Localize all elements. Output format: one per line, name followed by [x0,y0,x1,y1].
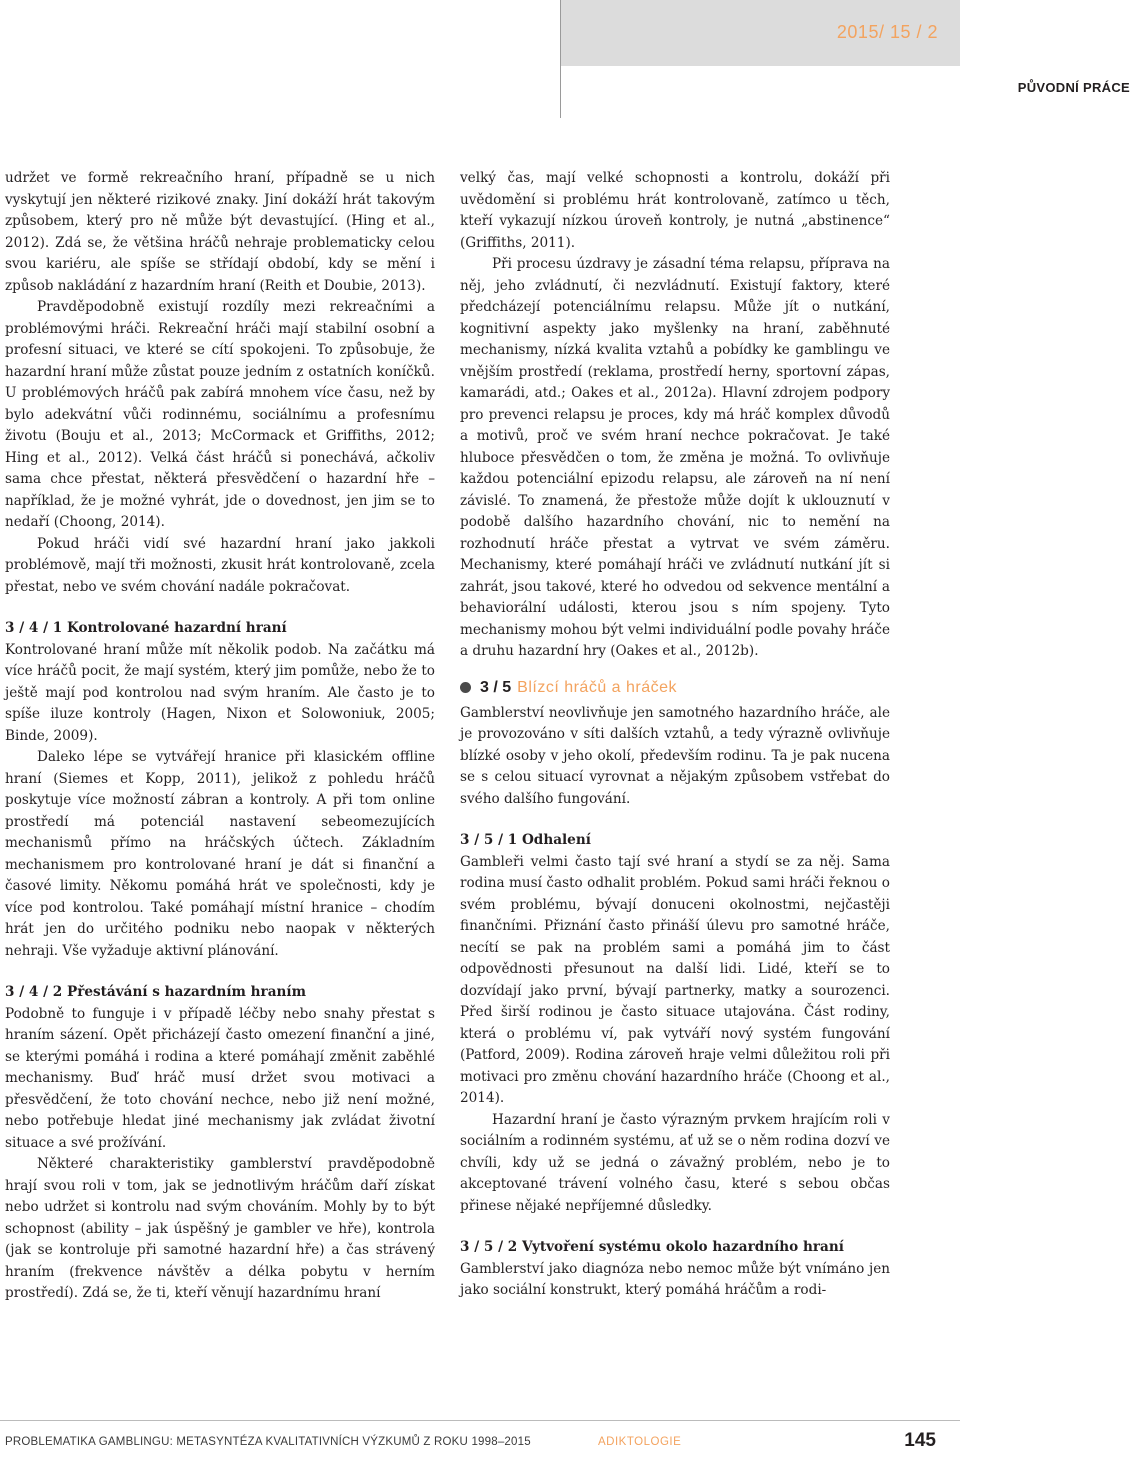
paragraph: Při procesu úzdravy je zásadní téma relapsu, příprava na něj, jeho zvládnutí, či nezvládnutí. Existují faktory, které předcházejí potenciálnímu relapsu. Může jít o nutkání, kognitivní aspekty jako myšlenky na hraní, zaběhnuté mechanismy, nízká kvalita vztahů a pobídky ke gamblingu ve vnějším prostředí (reklama, prostředí herny, sportovní zápas, kamarádi, atd.; Oakes et al., 2012a). Hlavní zdrojem podpory pro prevenci relapsu je proces, kdy má hráč komplex důvodů a motivů, proč ve svém hraní nechce pokračovat. Je také hluboce přesvědčen o tom, že změna je možná. To ovlivňuje každou potenciální epizodu relapsu, ale zároveň na ní není závislé. To znamená, že přestože může dojít k uklouznutí v podobě dalšího hazardního chování, nic to nemění na rozhodnutí hráče přestat a vytrvat ve svém záměru. Mechanismy, které pomáhají hráči ve zvládnutí nutkání jít si zahrát, jsou takové, které ho odvedou od sekvence mentální a behaviorální události, kterou jsou s ním spojeny. Tyto mechanismy mohou být velmi individuální podle povahy hráče a druhu hazardní hry (Oakes et al., 2012b). [460,256,890,659]
journal-name: ADIKTOLOGIE [598,1436,682,1448]
paragraph: Gamblerství neovlivňuje jen samotného hazardního hráče, ale je provozováno v síti dalších vztahů, a tedy výrazně ovlivňuje blízké osoby v jeho okolí, především rodinu. Ta je pak nucena se s celou situací vyrovnat a nějakým způsobem vstřebat do svého dalšího fungování. [460,704,890,807]
header-divider [560,0,561,118]
subsection-heading: 3 / 4 / 2 Přestávání s hazardním hraním [5,984,306,1000]
paragraph: Kontrolované hraní může mít několik podob. Na začátku má více hráčů pocit, že mají systém, který jim pomůže, nebo že to ještě mají pod kontrolou nad svým hraním. Ale často je to spíše iluze kontroly (Hagen, Nixon et Solowoniuk, 2005; Binde, 2009). [5,641,435,744]
paragraph: Pravděpodobně existují rozdíly mezi rekreačními a problémovými hráči. Rekreační hráči mají stabilní osobní a profesní situaci, ve které se cítí spokojeni. To způsobuje, že hazardní hraní může zůstat pouze jedním z ostatních koníčků. U problémových hráčů pak zabírá mnohem více času, než by bylo adekvátní vůči rodinnému, sociálnímu a profesnímu životu (Bouju et al., 2013; McCormack et Griffiths, 2012; Hing et al., 2012). Velká část hráčů si ponechává, ačkoliv sama chce přestat, některá přesvědčení o hazardní hře – například, že je možné vyhrát, jde o dovednost, jen jim se to nedaří (Choong, 2014). [5,299,435,530]
subsection-heading: 3 / 5 / 2 Vytvoření systému okolo hazardního hraní [460,1239,844,1255]
paragraph: Pokud hráči vidí své hazardní hraní jako jakkoli problémově, mají tři možnosti, zkusit hrát kontrolovaně, zcela přestat, nebo ve svém chování nadále pokračovat. [5,535,435,595]
paragraph: Gamblerství jako diagnóza nebo nemoc může být vnímáno jen jako sociální konstrukt, který pomáhá hráčům a rodi- [460,1260,890,1298]
subsection-heading: 3 / 4 / 1 Kontrolované hazardní hraní [5,620,287,636]
left-column [5,168,435,1305]
section-title: Blízcí hráčů a hráček [517,678,678,696]
right-column [460,168,890,1302]
issue-number: 2015/ 15 / 2 [836,22,938,42]
paragraph: Gambleři velmi často tají své hraní a stydí se za něj. Sama rodina musí často odhalit problém. Pokud sami hráči řeknou o svém problému, bývají donuceni okolnostmi, nejčastěji finančními. Přiznání často přináší úlevu pro samotné hráče, necítí se pak na problém sami a pomáhá jim to část odpovědnosti přesunout na další lidi. Lidé, kteří se to dozvídají jako první, bývají partnerky, matky a sourozenci. Před širší rodinou je často situace utajována. Část rodiny, která o problému ví, pak vytváří nový systém fungování (Patford, 2009). Rodina zároveň hraje velmi důležitou roli při motivaci pro změnu chování hazardního hráče (Choong et al., 2014). [460,853,890,1106]
paragraph: Hazardní hraní je často výrazným prvkem hrajícím roli v sociálním a rodinném systému, ať už se o něm rodina dozví ve chvíli, kdy už se jedná o závažný problém, nebo je to akceptované trávení volného času, které s sebou občas přinese nějaké nepříjemné důsledky. [460,1111,890,1214]
running-title: PROBLEMATIKA GAMBLINGU: METASYNTÉZA KVALITATIVNÍCH VÝZKUMŮ Z ROKU 1998–2015 [5,1436,531,1448]
paragraph: udržet ve formě rekreačního hraní, případně se u nich vyskytují jen některé rizikové znaky. Jiní dokáží hrát takovým způsobem, který pro ně může být devastující. (Hing et al., 2012). Zdá se, že většina hráčů nehraje problematicky celou svou kariéru, ale spíše se střídají období, kdy se mění i způsob nakládání z hazardním hraní (Reith et Doubie, 2013). [5,170,435,294]
footer-divider [0,1420,960,1421]
paragraph: Podobně to funguje i v případě léčby nebo snahy přestat s hraním sázení. Opět přicházejí často omezení finanční a jiné, se kterými pomáhá i rodina a které pomáhají změnit zaběhlé mechanismy. Buď hráč musí držet svou motivaci a přesvědčení, že toto chování nechce, nebo již není možné, nebo potřebuje hledat jiné mechanismy jak zvládat životní situace a své prožívání. [5,1005,435,1151]
paragraph: Některé charakteristiky gamblerství pravděpodobně hrají svou roli v tom, jak se jednotlivým hráčům daří získat nebo udržet si kontrolu nad svým chováním. Mohly by to být schopnost (ability – jak úspěšný je gambler ve hře), kontrola (jak se kontroluje při samotné hazardní hře) a čas strávený hraním (frekvence návštěv a délka pobytu v herním prostředí). Zdá se, že ti, kteří věnují hazardnímu hraní [5,1156,435,1301]
section-label: PŮVODNÍ PRÁCE [1017,80,1130,95]
bullet-dot-icon [460,682,471,693]
paragraph: Daleko lépe se vytvářejí hranice při klasickém offline hraní (Siemes et Kopp, 2011), jelikož z pohledu hráčů poskytuje více možností zábran a kontroly. A při tom online prostředí má potenciál nastavení sebeomezujících mechanismů přímo na hráčských účtech. Základním mechanismem pro kontrolované hraní je dát si finanční a časové limity. Někomu pomáhá hrát ve společnosti, kdy je více pod kontrolou. Také pomáhají místní hranice – chodím hrát jen do určitého podniku nebo naopak v některých nehraji. Vše vyžaduje aktivní plánování. [5,749,435,959]
subsection-heading: 3 / 5 / 1 Odhalení [460,832,591,848]
page-number: 145 [904,1430,936,1451]
section-heading [460,677,890,699]
section-number: 3 / 5 [480,678,512,696]
paragraph: velký čas, mají velké schopnosti a kontrolu, dokáží při uvědomění si problému hrát kontrolovaně, zatímco u těch, kteří vykazují nízkou úroveň kontroly, je nutná „abstinence“ (Griffiths, 2011). [460,170,890,251]
